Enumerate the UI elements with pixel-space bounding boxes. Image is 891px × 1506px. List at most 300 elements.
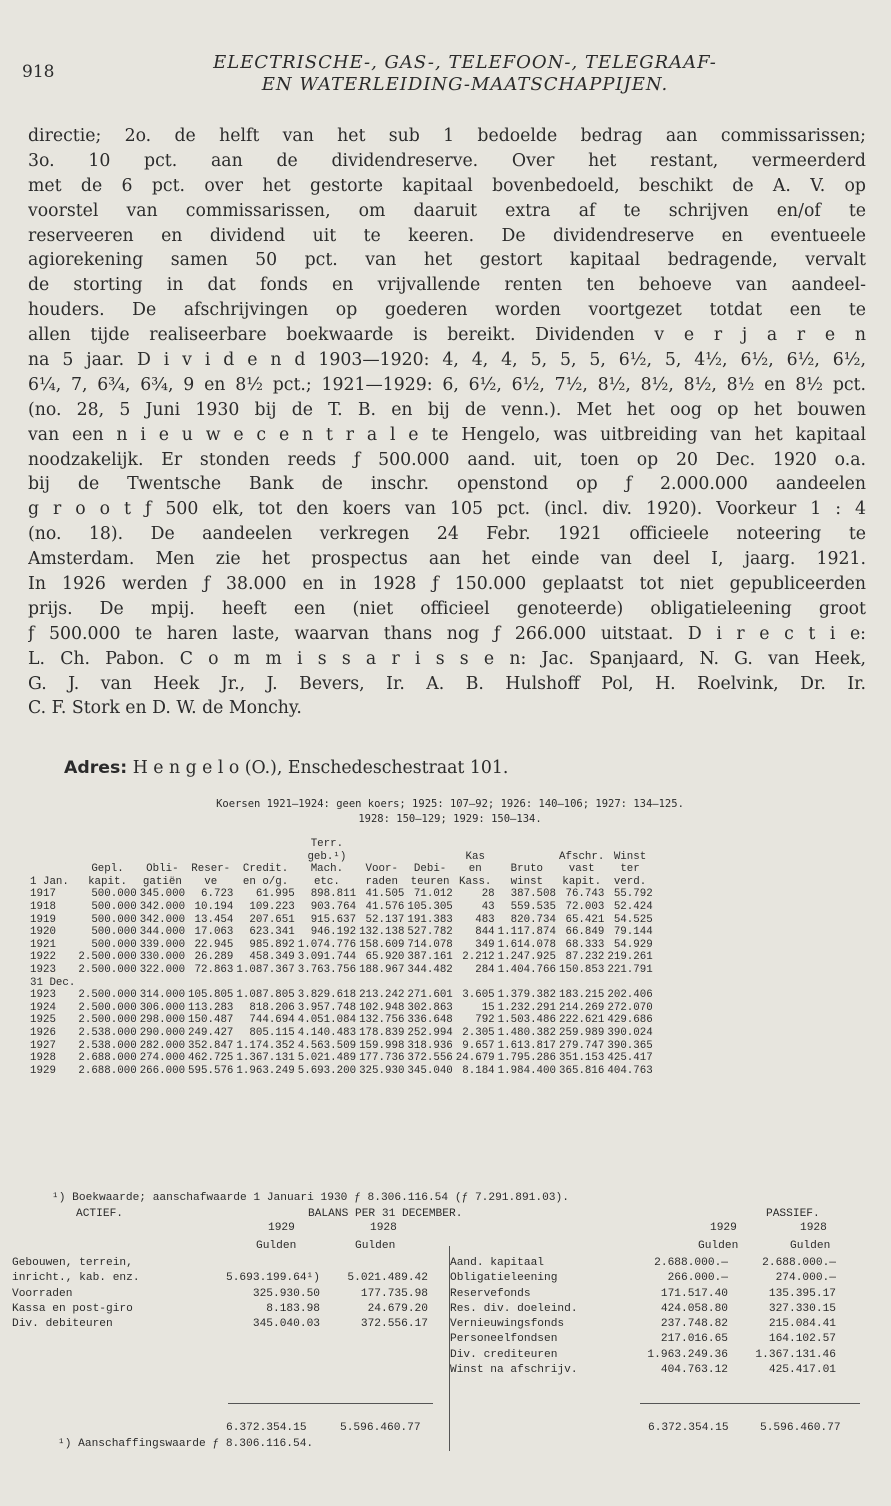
table-cell: 249.427 xyxy=(188,1026,234,1039)
table-cell: 500.000 xyxy=(91,888,137,901)
table-cell: 6.723 xyxy=(201,888,234,901)
table-cell: 105.805 xyxy=(188,989,234,1002)
table-cell: 339.000 xyxy=(139,938,186,951)
balance-item-value: 177.735.98 xyxy=(360,1287,428,1300)
actief-year-1929: 1929 xyxy=(268,1222,295,1234)
table-row xyxy=(30,964,656,977)
table-header-cell xyxy=(78,838,139,851)
balance-row xyxy=(12,1287,432,1302)
table-header-cell: Voor- xyxy=(365,863,398,876)
table-cell: 1.480.382 xyxy=(497,1026,556,1039)
table-cell: 915.637 xyxy=(310,913,357,926)
table-cell: 222.621 xyxy=(559,1014,605,1027)
body-line: noodzakelijk. Er stonden reeds ƒ 500.000 aand. uit, toen op 20 Dec. 1920 o.a. xyxy=(28,449,866,470)
balance-item-value: 266.000.— xyxy=(667,1272,728,1285)
balance-item-label: Personeelfondsen xyxy=(450,1333,558,1346)
table-header-cell: Bruto xyxy=(510,863,544,876)
table-cell: 290.000 xyxy=(139,1026,186,1039)
table-cell: 1928 xyxy=(30,1052,56,1065)
table-cell: 132.138 xyxy=(359,926,405,939)
table-cell: 527.782 xyxy=(407,926,453,939)
table-cell: 65.421 xyxy=(565,913,605,926)
table-cell: 41.505 xyxy=(365,888,405,901)
actief-unit-1928: Gulden xyxy=(355,1240,396,1252)
balance-item-value xyxy=(324,1256,432,1271)
table-header-cell: kapit. xyxy=(88,875,127,888)
table-cell: 500.000 xyxy=(91,913,137,926)
table-header-cell xyxy=(30,838,78,851)
table-cell: 24.679 xyxy=(455,1052,495,1065)
table-header-cell: winst xyxy=(510,875,544,888)
balance-item-value: 171.517.40 xyxy=(660,1287,728,1300)
balance-item-value: 274.000.— xyxy=(775,1272,836,1285)
passief-year-1929: 1929 xyxy=(710,1222,737,1234)
table-cell: 2.688.000 xyxy=(78,1064,137,1077)
table-cell: 2.538.000 xyxy=(78,1026,137,1039)
balance-item-value: 345.040.03 xyxy=(252,1318,320,1331)
table-row xyxy=(30,939,656,952)
table-cell: 1.117.874 xyxy=(497,926,556,939)
table-cell: 177.736 xyxy=(359,1052,405,1065)
table-cell: 221.791 xyxy=(607,963,653,976)
table-header-cell: Debi- xyxy=(413,863,447,876)
table-cell: 102.948 xyxy=(359,1001,405,1014)
table-header-cell xyxy=(498,838,559,851)
table-header-row xyxy=(30,876,656,889)
table-cell: 2.500.000 xyxy=(78,951,137,964)
table-cell: 150.487 xyxy=(188,1014,234,1027)
balance-item-label: Aand. kapitaal xyxy=(450,1257,544,1269)
balance-row xyxy=(450,1317,840,1332)
table-header-cell: verd. xyxy=(613,875,647,888)
table-cell: 404.763 xyxy=(607,1064,653,1077)
balance-item-value: 327.330.15 xyxy=(768,1302,836,1315)
balance-row xyxy=(450,1332,840,1347)
balance-item-value: 372.556.17 xyxy=(360,1318,428,1331)
table-header-cell xyxy=(188,838,236,851)
table-header-cell: Kas xyxy=(465,850,485,863)
table-cell: 26.289 xyxy=(194,951,234,964)
table-cell: 76.743 xyxy=(565,888,605,901)
table-cell: 1927 xyxy=(30,1039,56,1052)
table-cell: 1917 xyxy=(30,888,56,901)
balance-item-value: 2.688.000.— xyxy=(762,1257,836,1269)
table-cell: 52.424 xyxy=(613,900,653,913)
table-cell xyxy=(236,977,297,990)
body-line: prijs. De mpij. heeft een (niet officieel genoteerde) obligatieleening groot xyxy=(28,598,866,619)
table-header-row xyxy=(30,838,656,851)
table-cell: 272.070 xyxy=(607,1001,653,1014)
table-cell: 387.161 xyxy=(407,951,453,964)
table-cell: 252.994 xyxy=(407,1026,453,1039)
table-cell: 213.242 xyxy=(359,989,405,1002)
table-cell xyxy=(188,977,236,990)
balance-row xyxy=(12,1302,432,1317)
balance-item-label: Div. crediteuren xyxy=(450,1348,558,1361)
table-cell: 1.367.131 xyxy=(236,1052,295,1065)
passief-total-1929: 6.372.354.15 xyxy=(648,1422,729,1434)
table-cell: 792 xyxy=(475,1014,495,1027)
table-header-cell xyxy=(30,863,78,876)
table-cell: 330.000 xyxy=(139,951,186,964)
body-text xyxy=(28,124,866,721)
table-header-cell xyxy=(30,851,78,864)
table-cell: 298.000 xyxy=(139,1014,186,1027)
table-cell: 109.223 xyxy=(249,900,295,913)
table-row xyxy=(30,1052,656,1065)
table-cell: 15 xyxy=(481,1001,495,1014)
table-cell: 1922 xyxy=(30,951,56,964)
table-cell: 1925 xyxy=(30,1014,56,1027)
table-row xyxy=(30,914,656,927)
table-cell: 390.365 xyxy=(607,1039,653,1052)
balance-row xyxy=(450,1348,840,1363)
body-line: houders. De afschrijvingen op goederen worden voortgezet totdat een te xyxy=(28,300,866,321)
table-cell: 259.989 xyxy=(559,1026,605,1039)
body-line: Amsterdam. Men zie het prospectus aan het einde van deel I, jaarg. 1921. xyxy=(28,549,866,570)
body-line: directie; 2o. de helft van het sub 1 bedoelde bedrag aan commissarissen; xyxy=(28,126,866,146)
table-cell: 41.576 xyxy=(365,900,405,913)
table-header-cell: Afschr. xyxy=(559,850,605,863)
table-header-cell: vast xyxy=(568,863,595,876)
table-header-cell xyxy=(359,838,407,851)
table-cell xyxy=(456,977,498,990)
table-cell: 342.000 xyxy=(139,913,186,926)
table-cell: 344.000 xyxy=(139,926,186,939)
table-cell: 483 xyxy=(475,913,495,926)
body-line: In 1926 werden ƒ 38.000 en in 1928 ƒ 150.000 geplaatst tot niet gepubliceerden xyxy=(28,574,866,595)
actief-year-1928: 1928 xyxy=(370,1222,397,1234)
passief-total-1928: 5.596.460.77 xyxy=(760,1422,841,1434)
balance-item-value: 237.748.82 xyxy=(660,1318,728,1331)
balance-item-value: 425.417.01 xyxy=(768,1364,836,1377)
table-cell: 387.508 xyxy=(510,888,556,901)
table-header-cell: raden xyxy=(365,875,398,888)
table-cell: 1.087.367 xyxy=(236,963,295,976)
table-cell: 344.482 xyxy=(407,963,453,976)
passief-unit-1928: Gulden xyxy=(790,1240,831,1252)
table-cell: 1.074.776 xyxy=(297,938,357,951)
table-cell: 79.144 xyxy=(613,926,653,939)
table-cell: 325.930 xyxy=(359,1064,405,1077)
table-cell: 349 xyxy=(475,938,495,951)
table-cell: 559.535 xyxy=(510,900,556,913)
body-line: ƒ 500.000 te haren laste, waarvan thans nog ƒ 266.000 uitstaat. D i r e c t i e: xyxy=(28,623,866,644)
table-header-cell: Winst xyxy=(613,850,647,863)
table-cell: 623.341 xyxy=(249,926,295,939)
koersen-line-2: 1928: 150—129; 1929: 150—134. xyxy=(358,813,542,825)
table-cell: 13.454 xyxy=(194,913,234,926)
table-cell: 219.261 xyxy=(607,951,653,964)
table-cell: 898.811 xyxy=(310,888,357,901)
table-header-cell xyxy=(236,851,297,864)
actief-total-1928: 5.596.460.77 xyxy=(340,1422,421,1434)
table-cell: 68.333 xyxy=(565,938,605,951)
table-cell: 1.503.486 xyxy=(497,1014,556,1027)
table-cell: 1924 xyxy=(30,1001,56,1014)
table-cell: 10.194 xyxy=(194,900,234,913)
table-cell: 71.012 xyxy=(413,888,453,901)
table-cell: 4.051.084 xyxy=(297,1014,357,1027)
table-cell: 3.605 xyxy=(462,989,495,1002)
balance-item-value: 404.763.12 xyxy=(660,1364,728,1377)
table-cell: 191.383 xyxy=(407,913,453,926)
table-cell: 425.417 xyxy=(607,1052,653,1065)
table-cell xyxy=(140,977,188,990)
table-header-cell: en o/g. xyxy=(242,875,289,888)
balance-item-value xyxy=(216,1256,324,1271)
running-title xyxy=(120,52,810,96)
passief-unit-1929: Gulden xyxy=(698,1240,739,1252)
table-header-cell: gatiën xyxy=(142,875,182,888)
body-line: de storting in dat fonds en vrijvallende renten ten behoeve van aandeel- xyxy=(28,275,866,296)
table-header-cell: ve xyxy=(204,875,218,888)
table-cell: 282.000 xyxy=(139,1039,186,1052)
running-title-line-1: ELECTRISCHE-, GAS-, TELEFOON-, TELEGRAAF- xyxy=(213,52,717,73)
table-cell: 132.756 xyxy=(359,1014,405,1027)
table-cell: 284 xyxy=(475,963,495,976)
balance-item-label: Div. debiteuren xyxy=(12,1318,113,1331)
table-cell: 314.000 xyxy=(139,989,186,1002)
balance-item-value: 325.930.50 xyxy=(252,1287,320,1300)
balance-item-value: 135.395.17 xyxy=(768,1287,836,1300)
passief-year-1928: 1928 xyxy=(800,1222,827,1234)
passief-table xyxy=(450,1256,840,1378)
balance-row xyxy=(12,1317,432,1332)
running-title-line-2: EN WATERLEIDING-MAATSCHAPPIJEN. xyxy=(261,74,669,95)
table-cell: 2.688.000 xyxy=(78,1052,137,1065)
table-cell: 87.232 xyxy=(565,951,605,964)
table-cell: 5.693.200 xyxy=(297,1064,357,1077)
table-header-cell: Obli- xyxy=(146,863,179,876)
balance-item-value: 164.102.57 xyxy=(768,1333,836,1346)
table-cell: 1.963.249 xyxy=(236,1064,295,1077)
table-header-row xyxy=(30,863,656,876)
actief-unit-1929: Gulden xyxy=(256,1240,297,1252)
table-header-cell xyxy=(78,851,139,864)
table-cell: 345.000 xyxy=(139,888,186,901)
table-cell: 372.556 xyxy=(407,1052,453,1065)
table-cell: 336.648 xyxy=(407,1014,453,1027)
balance-item-value: 8.183.98 xyxy=(266,1302,320,1315)
table-cell: 207.651 xyxy=(249,913,295,926)
table-cell: 3.957.748 xyxy=(297,1001,357,1014)
table-cell: 500.000 xyxy=(91,926,137,939)
table-header-cell xyxy=(236,838,297,851)
table-cell: 500.000 xyxy=(91,938,137,951)
table-cell: 54.525 xyxy=(613,913,653,926)
table-cell: 1.984.400 xyxy=(497,1064,556,1077)
table-cell: 2.500.000 xyxy=(78,963,137,976)
table-cell: 345.040 xyxy=(407,1064,453,1077)
table-cell: 150.853 xyxy=(559,963,605,976)
balance-row xyxy=(450,1271,840,1286)
table-header-cell: 1 Jan. xyxy=(30,875,69,888)
balance-row xyxy=(12,1256,432,1271)
table-header-cell xyxy=(359,851,407,864)
table-cell: 28 xyxy=(481,888,495,901)
body-line: na 5 jaar. D i v i d e n d 1903—1920: 4, 4, 4, 5, 5, 5, 6½, 5, 4½, 6½, 6½, 6½, xyxy=(28,350,866,371)
balance-row xyxy=(450,1363,840,1378)
address-value: H e n g e l o (O.), Enschedeschestraat 101. xyxy=(132,758,509,778)
table-cell: 214.269 xyxy=(559,1001,605,1014)
table-cell: 1.232.291 xyxy=(497,1001,556,1014)
balance-item-value: 424.058.80 xyxy=(660,1302,728,1315)
table-cell xyxy=(559,977,607,990)
table-cell: 429.686 xyxy=(607,1014,653,1027)
table-row xyxy=(30,1002,656,1015)
table-cell: 1.795.286 xyxy=(497,1052,556,1065)
table-header-cell xyxy=(407,838,455,851)
table-row xyxy=(30,1014,656,1027)
table-cell: 65.920 xyxy=(365,951,405,964)
balance-item-label: Vernieuwingsfonds xyxy=(450,1318,565,1331)
table-cell: 54.929 xyxy=(613,938,653,951)
balance-item-value: 24.679.20 xyxy=(367,1302,428,1315)
table-row xyxy=(30,1040,656,1053)
table-cell: 31 Dec. xyxy=(30,976,76,989)
body-line: reserveeren en dividend uit te keeren. De dividendreserve en eventueele xyxy=(28,225,866,246)
table-cell xyxy=(407,977,455,990)
footnote-aanschaffingswaarde: ¹) Aanschaffingswaarde ƒ 8.306.116.54. xyxy=(58,1438,314,1450)
table-cell: 17.063 xyxy=(194,926,234,939)
table-header-cell: Gepl. xyxy=(91,863,124,876)
balance-item-label: Voorraden xyxy=(12,1287,73,1300)
table-header-cell xyxy=(407,851,455,864)
table-row xyxy=(30,901,656,914)
table-cell: 271.601 xyxy=(407,989,453,1002)
passief-label: PASSIEF. xyxy=(766,1208,820,1220)
actief-label: ACTIEF. xyxy=(76,1208,123,1220)
table-cell: 72.863 xyxy=(194,963,234,976)
koersen-line-1: Koersen 1921—1924: geen koers; 1925: 107—92; 1926: 140—106; 1927: 134—125. xyxy=(216,798,684,810)
balance-item-value: 5.693.199.64¹) xyxy=(226,1272,320,1285)
table-cell: 188.967 xyxy=(359,963,405,976)
body-line: L. Ch. Pabon. C o m m i s s a r i s s e n: Jac. Spanjaard, N. G. van Heek, xyxy=(28,648,866,669)
table-cell: 365.816 xyxy=(559,1064,605,1077)
table-header-cell: Kass. xyxy=(459,875,492,888)
table-cell: 744.694 xyxy=(249,1014,295,1027)
address-line xyxy=(64,758,508,778)
table-cell: 818.206 xyxy=(249,1001,295,1014)
table-header-row xyxy=(30,851,656,864)
table-cell: 820.734 xyxy=(510,913,556,926)
balance-item-value: 2.688.000.— xyxy=(654,1257,728,1269)
table-row xyxy=(30,977,656,990)
table-cell: 3.829.618 xyxy=(297,989,357,1002)
table-cell: 9.657 xyxy=(462,1039,495,1052)
table-cell: 52.137 xyxy=(365,913,405,926)
table-cell: 302.863 xyxy=(407,1001,453,1014)
balance-row xyxy=(450,1302,840,1317)
table-cell: 2.212 xyxy=(462,951,495,964)
balance-row xyxy=(450,1256,840,1271)
body-line: g r o o t ƒ 500 elk, tot den koers van 105 pct. (incl. div. 1920). Voorkeur 1 : 4 xyxy=(28,499,866,520)
table-header-cell: ter xyxy=(620,863,640,876)
table-cell: 2.500.000 xyxy=(78,1014,137,1027)
table-cell: 946.192 xyxy=(310,926,357,939)
balance-row xyxy=(12,1271,432,1286)
table-cell: 1.247.925 xyxy=(497,951,556,964)
table-header-cell: kapit. xyxy=(562,875,602,888)
address-label: Adres: xyxy=(64,758,128,778)
table-cell: 2.538.000 xyxy=(78,1039,137,1052)
balance-item-value: 1.963.249.36 xyxy=(647,1348,728,1361)
balance-item-value: 215.084.41 xyxy=(768,1318,836,1331)
table-cell: 105.305 xyxy=(407,900,453,913)
table-row xyxy=(30,926,656,939)
balance-item-label: Gebouwen, terrein, xyxy=(12,1257,133,1269)
table-cell: 3.763.756 xyxy=(297,963,357,976)
table-cell xyxy=(298,977,359,990)
table-row xyxy=(30,888,656,901)
table-cell: 1.614.078 xyxy=(497,938,556,951)
actief-total-rule xyxy=(228,1403,433,1404)
table-cell: 595.576 xyxy=(188,1064,234,1077)
balance-item-value: 5.021.489.42 xyxy=(347,1272,428,1285)
table-cell: 342.000 xyxy=(139,900,186,913)
table-header-cell: teuren xyxy=(410,875,450,888)
table-header-cell: en xyxy=(468,863,482,876)
table-cell: 202.406 xyxy=(607,989,653,1002)
table-header-cell xyxy=(456,838,498,851)
table-cell: 1.174.352 xyxy=(236,1039,295,1052)
balance-item-label: Kassa en post-giro xyxy=(12,1302,133,1315)
table-header-cell xyxy=(559,838,607,851)
balance-item-value: 1.367.131.46 xyxy=(755,1348,836,1361)
table-cell: 351.153 xyxy=(559,1052,605,1065)
balance-item-label: Res. div. doeleind. xyxy=(450,1302,578,1315)
table-cell: 113.283 xyxy=(188,1001,234,1014)
page-header xyxy=(0,52,891,112)
table-cell xyxy=(78,977,139,990)
table-row xyxy=(30,951,656,964)
table-cell: 458.349 xyxy=(249,951,295,964)
table-cell: 72.003 xyxy=(565,900,605,913)
table-cell: 306.000 xyxy=(139,1001,186,1014)
actief-total-1929: 6.372.354.15 xyxy=(226,1422,307,1434)
table-cell: 1918 xyxy=(30,900,56,913)
table-cell: 1.379.382 xyxy=(497,989,556,1002)
body-line: (no. 18). De aandeelen verkregen 24 Febr. 1921 officieele noteering te xyxy=(28,524,866,545)
balance-title: BALANS PER 31 DECEMBER. xyxy=(308,1208,463,1220)
table-cell: 1.404.766 xyxy=(497,963,556,976)
footnote-boekwaarde: ¹) Boekwaarde; aanschafwaarde 1 Januari 1930 ƒ 8.306.116.54 (ƒ 7.291.891.03). xyxy=(52,1192,569,1204)
table-cell: 844 xyxy=(475,926,495,939)
table-cell: 4.563.509 xyxy=(297,1039,357,1052)
table-cell: 903.764 xyxy=(310,900,357,913)
balance-item-label: inricht., kab. enz. xyxy=(12,1272,140,1285)
table-cell: 1920 xyxy=(30,926,56,939)
table-header-cell: etc. xyxy=(313,875,340,888)
balance-item-label: Winst na afschrijv. xyxy=(450,1364,578,1377)
balance-item-value: 217.016.65 xyxy=(660,1333,728,1346)
table-cell: 274.000 xyxy=(139,1052,186,1065)
table-header-cell xyxy=(607,838,655,851)
table-header-cell: Terr. xyxy=(310,838,344,850)
table-cell: 1.087.805 xyxy=(236,989,295,1002)
table-cell: 714.078 xyxy=(407,938,453,951)
actief-table xyxy=(12,1256,432,1332)
passief-total-rule xyxy=(640,1403,860,1404)
table-cell: 985.892 xyxy=(249,938,295,951)
table-cell: 1919 xyxy=(30,913,56,926)
table-header-cell xyxy=(140,851,188,864)
body-line: agiorekening samen 50 pct. van het gestort kapitaal bedragende, vervalt xyxy=(28,250,866,271)
table-header-cell: Credit. xyxy=(242,863,289,876)
table-cell: 2.305 xyxy=(462,1026,495,1039)
table-header-cell xyxy=(498,851,559,864)
